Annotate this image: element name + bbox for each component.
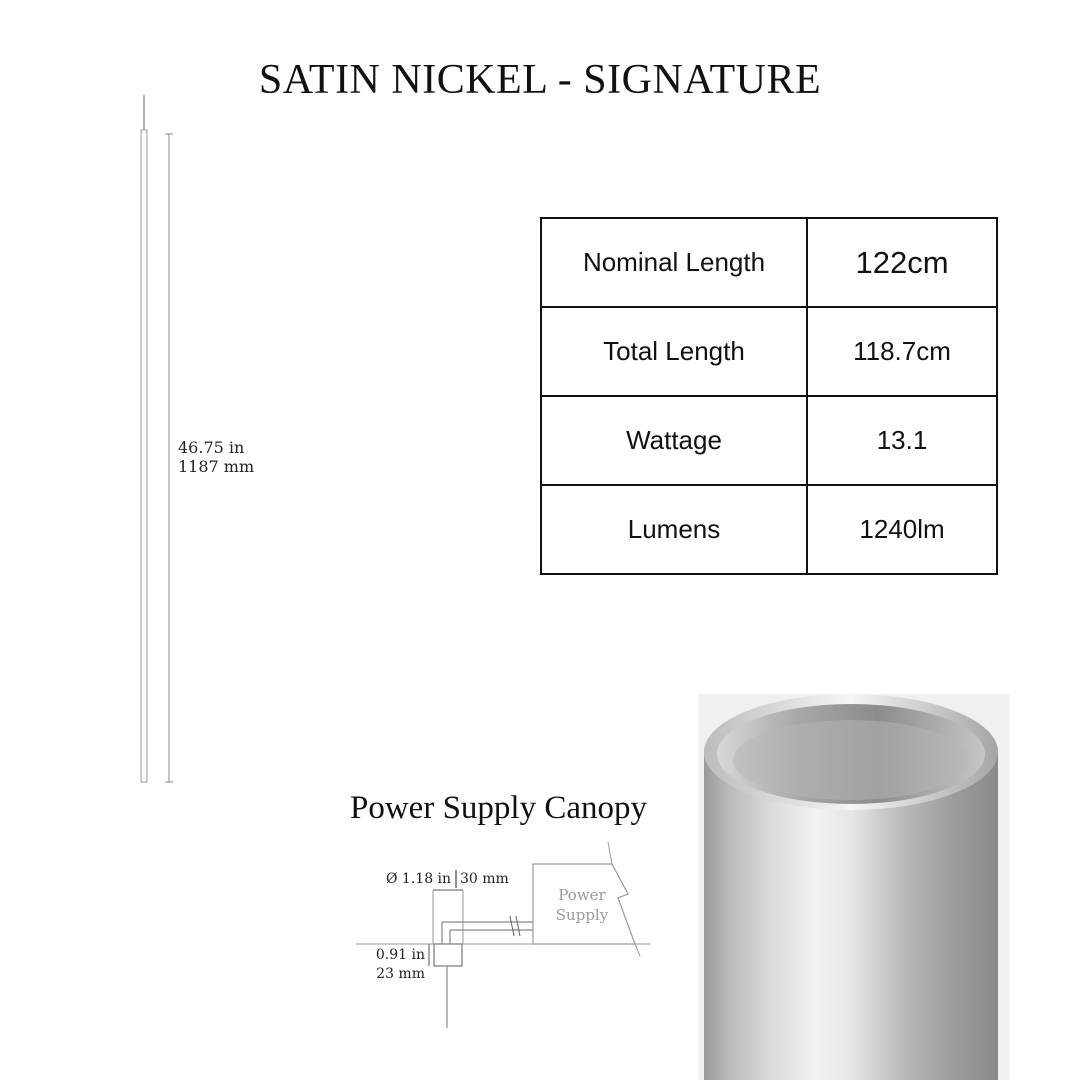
pendant-dimension-label <box>178 438 254 476</box>
spec-value: 1240lm <box>807 485 997 574</box>
canopy-diagram <box>350 836 660 1036</box>
power-supply-box <box>533 864 635 944</box>
spec-label: Total Length <box>541 307 807 396</box>
dimension-mm: 1187 mm <box>178 457 255 476</box>
table-row <box>541 307 997 396</box>
canopy-diameter-in: Ø 1.18 in <box>386 871 452 887</box>
canopy-height-mm: 23 mm <box>376 966 425 982</box>
pendant-tube <box>141 130 147 782</box>
satin-nickel-tube-image <box>698 694 1009 1080</box>
canopy-diameter-mm: 30 mm <box>460 871 509 887</box>
spec-value: 13.1 <box>807 396 997 485</box>
power-supply-label-1: Power <box>558 886 606 904</box>
spec-table <box>540 217 998 575</box>
canopy-height-in: 0.91 in <box>375 947 425 963</box>
dimension-inches: 46.75 in <box>178 438 245 457</box>
spec-label: Wattage <box>541 396 807 485</box>
spec-label: Lumens <box>541 485 807 574</box>
table-row <box>541 218 997 307</box>
canopy-title: Power Supply Canopy <box>350 790 647 826</box>
power-supply-label-2: Supply <box>555 906 609 924</box>
spec-label: Nominal Length <box>541 218 807 307</box>
canopy-block <box>434 944 462 966</box>
table-row <box>541 485 997 574</box>
spec-value: 118.7cm <box>807 307 997 396</box>
table-row <box>541 396 997 485</box>
spec-value: 122cm <box>807 218 997 307</box>
page-title: SATIN NICKEL - SIGNATURE <box>258 57 822 103</box>
